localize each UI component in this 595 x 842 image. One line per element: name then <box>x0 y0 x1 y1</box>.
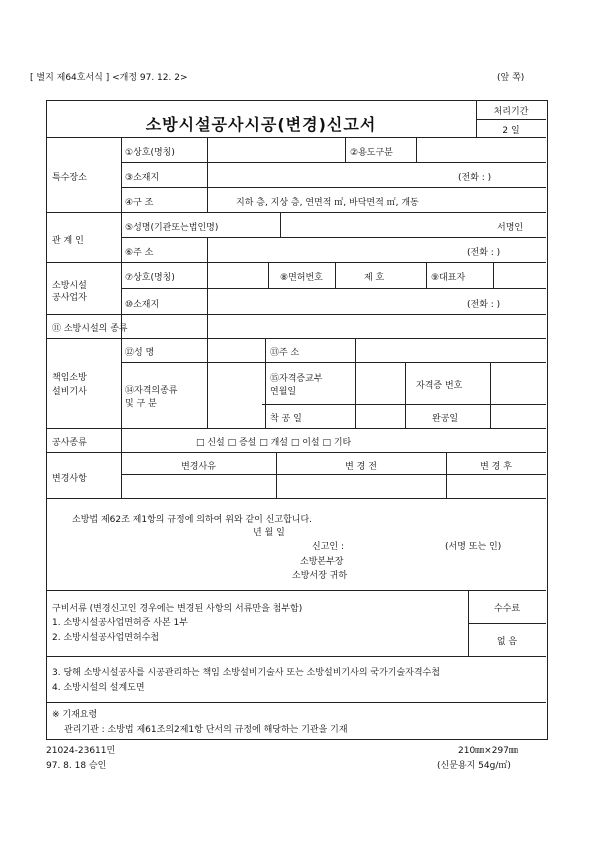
form-code: 21024-23611민 <box>46 746 116 756</box>
work-type-options: □ 신설 □ 증설 □ 개설 □ 이설 □ 기타 <box>196 438 352 448</box>
form-reference: [ 별지 제64호서식 ] <개정 97. 12. 2> <box>30 73 188 83</box>
engineer-address-label: ⑬주 소 <box>270 348 300 358</box>
site-phone: (전화 : ) <box>458 173 492 183</box>
docs-heading: 구비서류 (변경신고인 경우에는 변경된 사항의 서류만을 첨부함) <box>52 604 303 614</box>
engineer-section-label-1: 책임소방 <box>52 373 87 383</box>
fee-label: 수수료 <box>493 604 521 614</box>
party-name-label: ⑤성명(기관또는법인명) <box>125 223 219 233</box>
contractor-license-label: ⑧면허번호 <box>280 273 323 283</box>
work-section-label: 공사종류 <box>52 438 87 448</box>
engineer-cert-date-label-1: ⑮자격증교부 <box>270 374 323 384</box>
engineer-name-label: ⑫성 명 <box>125 348 155 358</box>
change-after-header: 변 경 후 <box>480 462 512 472</box>
engineer-section-label-2: 설비기사 <box>52 387 87 397</box>
party-section-label: 관 계 인 <box>52 236 84 246</box>
processing-value: 2 일 <box>502 126 520 136</box>
recipient-2: 소방서장 귀하 <box>292 571 348 581</box>
docs-item-4: 4. 소방시설의 설계도면 <box>52 683 145 693</box>
docs-item-3: 3. 당해 소방시설공사를 시공관리하는 책임 소방설비기술사 또는 소방설비기사의 국가기술자격수첩 <box>52 668 440 678</box>
contractor-phone: (전화 : ) <box>467 300 501 310</box>
page-side: (앞 쪽) <box>497 73 525 83</box>
contractor-section-label-1: 소방시설 <box>52 281 87 291</box>
site-address-label: ③소재지 <box>125 173 160 183</box>
facility-type-label: ⑪ 소방시설의 종류 <box>52 324 128 334</box>
docs-item-1: 1. 소방시설공사업면허증 사본 1부 <box>52 618 188 628</box>
change-before-header: 변 경 전 <box>345 462 377 472</box>
processing-label: 처리기간 <box>493 107 529 117</box>
party-phone: (전화 : ) <box>467 248 501 258</box>
engineer-cert-date-label-2: 연월일 <box>270 387 297 397</box>
site-name-label: ①상호(명칭) <box>125 148 175 158</box>
site-use-label: ②용도구분 <box>350 148 393 158</box>
docs-item-2: 2. 소방시설공사업면허수첩 <box>52 633 160 643</box>
engineer-end-label: 완공일 <box>432 414 459 424</box>
contractor-rep-label: ⑨대표자 <box>431 273 466 283</box>
contractor-license-value: 제 호 <box>364 273 385 283</box>
party-address-label: ⑥주 소 <box>125 248 154 258</box>
notes-heading: ※ 기재요령 <box>52 710 98 720</box>
engineer-qual-label-1: ⑭자격의종류 <box>125 386 178 396</box>
site-structure-label: ④구 조 <box>125 198 154 208</box>
approval-date: 97. 8. 18 승인 <box>46 761 107 771</box>
page-title: 소방시설공사시공(변경)신고서 <box>145 115 377 134</box>
fee-value: 없 음 <box>496 637 518 647</box>
contractor-address-label: ⑩소재지 <box>125 300 160 310</box>
applicant-sign: (서명 또는 인) <box>445 542 502 552</box>
paper-size: 210㎜×297㎜ <box>458 746 518 756</box>
engineer-start-label: 착 공 일 <box>270 414 302 424</box>
site-structure-value: 지하 층, 지상 층, 연면적 ㎡, 바닥면적 ㎡, 개동 <box>236 198 419 208</box>
paper-type: (신문용지 54g/㎡) <box>437 761 511 771</box>
declaration-text: 소방법 제62조 제1항의 규정에 의하여 위와 같이 신고합니다. <box>72 515 313 525</box>
site-section-label: 특수장소 <box>52 173 87 183</box>
applicant-label: 신고인 : <box>312 542 344 552</box>
engineer-cert-no-label: 자격증 번호 <box>416 381 463 391</box>
declaration-date: 년 월 일 <box>253 528 285 538</box>
engineer-qual-label-2: 및 구 분 <box>125 399 157 409</box>
contractor-section-label-2: 공사업자 <box>52 293 87 303</box>
change-section-label: 변경사항 <box>52 474 87 484</box>
contractor-name-label: ⑦상호(명칭) <box>125 273 175 283</box>
recipient-1: 소방본부장 <box>300 557 344 567</box>
change-reason-header: 변경사유 <box>181 462 216 472</box>
party-sign: 서명인 <box>497 223 524 233</box>
notes-text: 관리기관 : 소방법 제61조의2제1항 단서의 규정에 해당하는 기관을 기재 <box>64 725 348 735</box>
